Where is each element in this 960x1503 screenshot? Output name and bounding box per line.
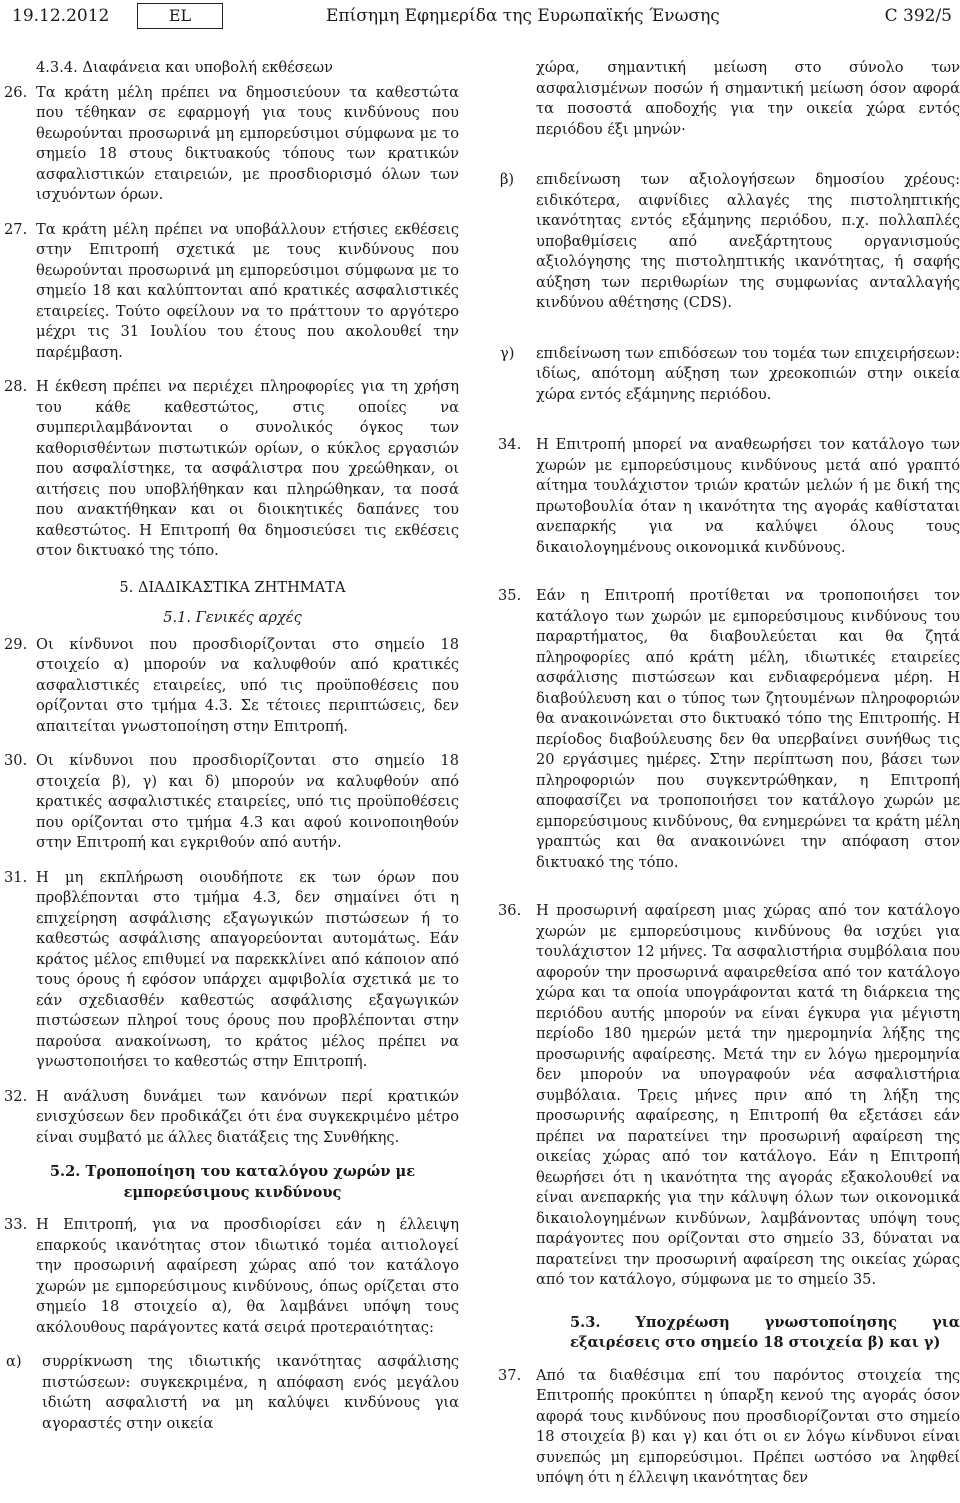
list-item-a-continued	[500, 58, 960, 140]
paragraph-number: 34.	[498, 436, 522, 453]
heading-4-3-4: 4.3.4. Διαφάνεια και υποβολή εκθέσεων	[36, 59, 334, 76]
paragraph-text: Η προσωρινή αφαίρεση μιας χώρας από τον κατάλογο χωρών με εμπορεύσιμους κινδύνους θα ισχύει για τουλάχιστον 12 μήνες. Τα ασφαλιστήρια συμβόλαια που αφορούν την προσωρινά αφαιρεθείσα από τον κατάλογο χώρα και τα οποία υπογράφονται κατά τη διάρκεια της περιόδου αυτής μπορούν να είναι έγκυρα για μέγιστη περίοδο 180 ημερών μετά την ημερομηνία λήξης της προσωρινής αφαίρεσης. Μετά την εν λόγω ημερομηνία δεν μπορούν να υπογραφούν νέα ασφαλιστήρια συμβόλαια. Τρεις μήνες πριν από τη λήξη της προσωρινής αφαίρεσης, η Επιτροπή θα εξετάσει εάν πρέπει να παρατείνει την προσωρινή αφαίρεση της οικείας χώρας από τον κατάλογο. Εάν η Επιτροπή θεωρήσει ότι η ικανότητα της αγοράς εξακολουθεί να είναι ανεπαρκής για την κάλυψη όλων των οικονομικά δικαιολογημένων κινδύνων, λαμβάνοντας υπόψη τους παράγοντες που ορίζονται στο σημείο 33, δύναται να παρατείνει την προσωρινή αφαίρεση της οικείας χώρας από τον κατάλογο, σύμφωνα με το σημείο 35.	[536, 902, 960, 1288]
paragraph-31	[6, 868, 459, 1073]
paragraph-number: 37.	[498, 1366, 522, 1384]
paragraph-text: Οι κίνδυνοι που προσδιορίζονται στο σημείο 18 στοιχείο α) μπορούν να καλυφθούν από κρατικές ασφαλιστικές εταιρείες, υπό τις προϋποθέσεις που ορίζονται στο τμήμα 4.3. Σε τέτοιες περιπτώσεις, δεν απαιτείται γνωστοποίηση στην Επιτροπή.	[36, 635, 459, 735]
paragraph-number: 36.	[498, 902, 522, 919]
paragraph-text: Τα κράτη μέλη πρέπει να δημοσιεύουν τα καθεστώτα που τέθηκαν σε εφαρμογή για τους κινδύνους που θεωρούνται προσωρινά μη εμπορεύσιμοι σύμφωνα με το σημείο 18 στους δικτυακούς τόπους των κρατικών ασφαλιστικών εταιρειών, με προσδιορισμό όλων των ισχυόντων όρων.	[36, 83, 459, 203]
paragraph-text: Η έκθεση πρέπει να περιέχει πληροφορίες για τη χρήση του κάθε καθεστώτος, στις οποίες να συμπεριλαμβάνονται ο συνολικός όγκος των καθορισθέντων πιστωτικών ορίων, ο κύκλος εργασιών που ασφαλίστηκε, τα ασφάλιστρα που χρεώθηκαν, οι αιτήσεις που υποβλήθηκαν και πληρώθηκαν, τα ποσά που ανακτήθηκαν και οι διοικητικές δαπάνες του καθεστώτος. Η Επιτροπή θα δημοσιεύσει τις εκθέσεις στον δικτυακό της τόπο.	[36, 378, 459, 559]
list-label: α)	[6, 1353, 22, 1370]
paragraph-26	[6, 83, 459, 206]
paragraph-text: Από τα διαθέσιμα επί του παρόντος στοιχεία της Επιτροπής προκύπτει η ύπαρξη κενού της αγοράς όσον αφορά τους κινδύνους που προσδιορίζονται στο σημείο 18 στοιχεία β) και γ) και ότι οι εν λόγω κίνδυνοι είναι συνεπώς μη εμπορεύσιμοι. Πρέπει ωστόσο να ληφθεί υπόψη ότι η έλλειψη ικανότητας δεν	[536, 1366, 960, 1486]
left-column	[6, 58, 459, 1448]
paragraph-number: 32.	[4, 1087, 28, 1105]
paragraph-30	[6, 751, 459, 854]
paragraph-number: 26.	[4, 83, 28, 101]
paragraph-number: 30.	[4, 752, 28, 769]
subsection-5-1-title: 5.1. Γενικές αρχές	[163, 609, 302, 626]
list-item-a	[6, 1352, 459, 1434]
list-text: επιδείνωση των αξιολογήσεων δημοσίου χρέους: ειδικότερα, αιφνίδιες αλλαγές της πιστοληπτικής ικανότητας εντός εξάμηνης περιόδου, π.χ. πολλαπλές υποβαθμίσεις από ανεξάρτητους οργανισμούς αξιολόγησης της πιστοληπτικής ικανότητας, ή σαφής αύξηση των περιθωρίων της συμφωνίας ανταλλαγής κινδύνου αθέτησης (CDS).	[536, 171, 960, 311]
subsection-5-2-title: 5.2. Τροποποίηση του καταλόγου χωρών με εμπορεύσιμους κινδύνους	[49, 1163, 416, 1201]
paragraph-text: Η Επιτροπή μπορεί να αναθεωρήσει τον κατάλογο των χωρών με εμπορεύσιμους κινδύνους μετά από γραπτό αίτημα τουλάχιστον τριών κρατών μελών ή με δική της πρωτοβουλία όταν η ικανότητα της αγοράς καθίσταται ανεπαρκής για να καλύψει όλους τους δικαιολογημένους οικονομικά κινδύνους.	[536, 436, 960, 556]
section-5-title: 5. ΔΙΑΔΙΚΑΣΤΙΚΑ ΖΗΤΗΜΑΤΑ	[119, 578, 346, 596]
right-column	[500, 58, 960, 1503]
paragraph-number: 27.	[4, 220, 28, 238]
paragraph-number: 31.	[4, 868, 28, 886]
paragraph-35	[500, 586, 960, 873]
paragraph-number: 29.	[4, 635, 28, 653]
paragraph-36	[500, 901, 960, 1291]
paragraph-37	[500, 1366, 960, 1489]
list-item-c	[500, 344, 960, 406]
list-text: συρρίκνωση της ιδιωτικής ικανότητας ασφάλισης πιστώσεων: συγκεκριμένα, η απόφαση ενός μεγάλου ιδιώτη ασφαλιστή να μη καλύψει κινδύνους για αγοραστές στην οικεία	[42, 1353, 459, 1432]
list-text: χώρα, σημαντική μείωση στο σύνολο των ασφαλισμένων ποσών ή σημαντική μείωση όσον αφορά τα ποσοστά αποδοχής για την οικεία χώρα εντός περιόδου έξι μηνών·	[536, 59, 960, 138]
page-header	[0, 0, 960, 34]
list-text: επιδείνωση των επιδόσεων του τομέα των επιχειρήσεων: ιδίως, απότομη αύξηση των χρεοκοπιών στην οικεία χώρα εντός εξάμηνης περιόδου.	[536, 344, 960, 403]
paragraph-27	[6, 220, 459, 364]
journal-title: Επίσημη Εφημερίδα της Ευρωπαϊκής Ένωσης	[326, 6, 720, 26]
paragraph-text: Η μη εκπλήρωση οιουδήποτε εκ των όρων που προβλέπονται στο τμήμα 4.3, δεν σημαίνει ότι η επιχείρηση ασφάλισης εξαγωγικών πιστώσεων ή το καθεστώς ασφάλισης απαγορεύονται αυτομάτως. Εάν κράτος μέλος επιθυμεί να παρεκκλίνει από κάποιον από τους όρους ή εφόσον υπάρχει αμφιβολία σχετικά με το εάν σχεδιασθέν καθεστώς ασφάλισης εξαγωγικών πιστώσεων πληροί τους όρους που προβλέπονται στην παρούσα ανακοίνωση, το κράτος μέλος πρέπει να γνωστοποιήσει το καθεστώς στην Επιτροπή.	[36, 868, 459, 1070]
list-item-b	[500, 170, 960, 314]
paragraph-text: Τα κράτη μέλη πρέπει να υποβάλλουν ετήσιες εκθέσεις στην Επιτροπή σχετικά με τους κινδύνους που θεωρούνται προσωρινά μη εμπορεύσιμοι σύμφωνα με το σημείο 18 και καλύπτονται από κρατικές ασφαλιστικές εταιρείες. Τούτο οφείλουν να το πράττουν το αργότερο μέχρι τις 31 Ιουλίου του έτους που ακολουθεί την παρέμβαση.	[36, 220, 459, 361]
paragraph-text: Η Επιτροπή, για να προσδιορίσει εάν η έλλειψη επαρκούς ικανότητας στον ιδιωτικό τομέα αιτιολογεί την προσωρινή αφαίρεση χώρας από τον κατάλογο χωρών με εμπορεύσιμους κινδύνους, όπως ορίζεται στο σημείο 18 στοιχείο α), θα λαμβάνει υπόψη τους ακόλουθους παράγοντες κατά σειρά προτεραιότητας:	[36, 1216, 459, 1336]
page-number: C 392/5	[884, 6, 952, 26]
language-badge: EL	[137, 3, 223, 29]
list-label: γ)	[500, 344, 515, 362]
paragraph-number: 33.	[4, 1216, 28, 1233]
paragraph-number: 35.	[498, 587, 522, 604]
paragraph-29	[6, 635, 459, 738]
paragraph-32	[6, 1087, 459, 1149]
subsection-5-3-title: 5.3. Υποχρέωση γνωστοποίησης για εξαιρέσεις στο σημείο 18 στοιχεία β) και γ)	[570, 1313, 960, 1351]
paragraph-text: Οι κίνδυνοι που προσδιορίζονται στο σημείο 18 στοιχεία β), γ) και δ) μπορούν να καλυφθούν από κρατικές ασφαλιστικές εταιρείες, υπό τις προϋποθέσεις που ορίζονται στο τμήμα 4.3 και αφού κοινοποιηθούν στην Επιτροπή και εγκριθούν από αυτήν.	[36, 752, 459, 851]
paragraph-33	[6, 1215, 459, 1338]
list-label: β)	[500, 171, 515, 188]
paragraph-text: Εάν η Επιτροπή προτίθεται να τροποποιήσει τον κατάλογο των χωρών με εμπορεύσιμους κινδύνους του παραρτήματος, θα διαβουλεύεται και θα ζητά πληροφορίες από κράτη μέλη, ιδιωτικές εταιρείες ασφάλισης πιστώσεων και ενδιαφερόμενα μέρη. Η διαβούλευση και ο τύπος των ζητουμένων πληροφοριών θα ανακοινώνεται στο δικτυακό τόπο της Επιτροπής. Η περίοδος διαβούλευσης δεν θα υπερβαίνει συνήθως τις 20 εργάσιμες ημέρες. Στην περίπτωση που, βάσει των πληροφοριών που συγκεντρώθηκαν, η Επιτροπή αποφασίζει να τροποποιήσει τον κατάλογο χωρών με εμπορεύσιμους κινδύνους, θα ενημερώνει τα κράτη μέλη γραπτώς και θα ανακοινώνει την απόφαση στον δικτυακό της τόπο.	[536, 587, 960, 871]
paragraph-text: Η ανάλυση δυνάμει των κανόνων περί κρατικών ενισχύσεων δεν προδικάζει ότι ένα συγκεκριμένο μέτρο είναι συμβατό με άλλες διατάξεις της Συνθήκης.	[36, 1087, 459, 1146]
paragraph-number: 28.	[4, 378, 28, 395]
paragraph-28	[6, 377, 459, 562]
paragraph-34	[500, 435, 960, 558]
publication-date: 19.12.2012	[12, 6, 110, 26]
